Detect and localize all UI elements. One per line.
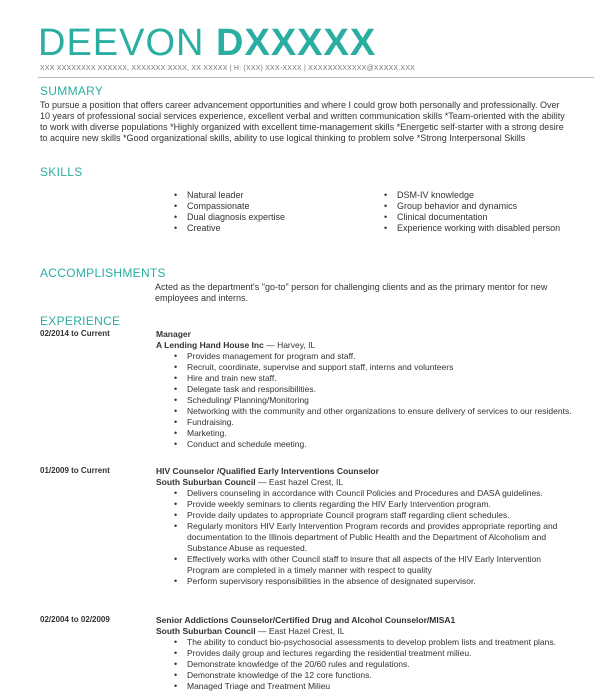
job-dates: 02/2014 to Current [40,329,110,338]
job-title: Senior Addictions Counselor/Certified Drug and Alcohol Counselor/MISA1 [156,615,456,625]
job-title: Manager [156,329,191,339]
list-item: • Compassionate [173,201,373,212]
list-item: • Group behavior and dynamics [383,201,563,212]
accomplishments-text: Acted as the department's "go-to" person for challenging clients and as the primary mentor for new employees and interns. [155,282,548,303]
accomplishments-heading: ACCOMPLISHMENTS [40,266,166,280]
last-name: DXXXXX [216,22,377,64]
list-item: • Dual diagnosis expertise [173,212,373,223]
list-item: • Clinical documentation [383,212,563,223]
job-company: South Suburban Council [156,626,256,636]
list-item: • Experience working with disabled person [383,223,563,234]
header-divider [38,77,594,78]
job-location: Harvey, IL [277,340,316,350]
list-item: • Natural leader [173,190,373,201]
list-item: • Scheduling/ Planning/Monitoring [173,395,573,406]
job-company-line: A Lending Hand House Inc — Harvey, IL [156,340,316,350]
list-item: • Effectively works with other Council staff to insure that all aspects of the HIV Early Intervention Program are completed in a timely manner with respect to quality [173,554,573,576]
job-bullets [173,351,573,450]
list-item: • Provide weekly seminars to clients regarding the HIV Early Intervention program. [173,499,573,510]
contact-line: XXX XXXXXXXX XXXXXX, XXXXXXX XXXX, XX XXXXX | H: (XXX) XXX-XXXX | XXXXXXXXXXXX@XXXXX.XXX [40,65,415,72]
list-item: • Fundraising. [173,417,573,428]
candidate-name [38,22,376,64]
job-company: A Lending Hand House Inc [156,340,264,350]
list-item: • DSM-IV knowledge [383,190,563,201]
list-item: • The ability to conduct bio-psychosocial assessments to develop problem lists and treatment plans. [173,637,573,648]
experience-heading: EXPERIENCE [40,314,121,328]
list-item: • Managed Triage and Treatment Milieu [173,681,573,692]
list-item: • Demonstrate knowledge of the 20/60 rules and regulations. [173,659,573,670]
list-item: • Delivers counseling in accordance with Council Policies and Procedures and DASA guidelines. [173,488,573,499]
list-item: • Networking with the community and other organizations to ensure delivery of services to our residents. [173,406,573,417]
list-item: • Provides management for program and staff. [173,351,573,362]
summary-text: To pursue a position that offers career advancement opportunities and where I could grow both personally and professionally. Over 10 years of professional social services experience, excellent verbal and written communication skills *Team-oriented with the ability to work with diverse populations *Highly organized with excellent time-management skills *Energetic self-starter with a strong desire to acquire new skills *Good organizational skills, ability to use logical thinking to problem solve *Strong Interpersonal Skills [40,100,565,143]
list-item: • Demonstrate knowledge of the 12 core functions. [173,670,573,681]
job-company: South Suburban Council [156,477,256,487]
list-item: • Regularly monitors HIV Early Intervention Program records and provides appropriate reporting and documentation to the Illinois department of Public Health and the Department of Alcoholism and Substance Abuse as requested. [173,521,573,554]
job-location: East hazel Crest, IL [268,477,344,487]
list-item: • Hire and train new staff. [173,373,573,384]
skills-list-left [173,190,373,234]
job-title: HIV Counselor /Qualified Early Interventions Counselor [156,466,379,476]
skills-heading: SKILLS [40,165,83,179]
list-item: • Creative [173,223,373,234]
list-item: • Recruit, coordinate, supervise and support staff, interns and volunteers [173,362,573,373]
list-item: • Provides daily group and lectures regarding the residential treatment milieu. [173,648,573,659]
job-dates: 02/2004 to 02/2009 [40,615,110,624]
job-bullets [173,488,573,587]
list-item: • Delegate task and responsibilities. [173,384,573,395]
job-company-line: South Suburban Council — East Hazel Crest, IL [156,626,345,636]
job-dates: 01/2009 to Current [40,466,110,475]
list-item: • Perform supervisory responsibilities in the absence of designated supervisor. [173,576,573,587]
list-item: • Conduct and schedule meeting. [173,439,573,450]
list-item: • Provide daily updates to appropriate Council program staff regarding client schedules. [173,510,573,521]
skills-list-right [383,190,563,234]
job-company-line: South Suburban Council — East hazel Crest, IL [156,477,344,487]
first-name: DEEVON [38,22,205,64]
summary-heading: SUMMARY [40,84,104,98]
job-bullets [173,637,573,692]
list-item: • Marketing. [173,428,573,439]
job-location: East Hazel Crest, IL [268,626,345,636]
